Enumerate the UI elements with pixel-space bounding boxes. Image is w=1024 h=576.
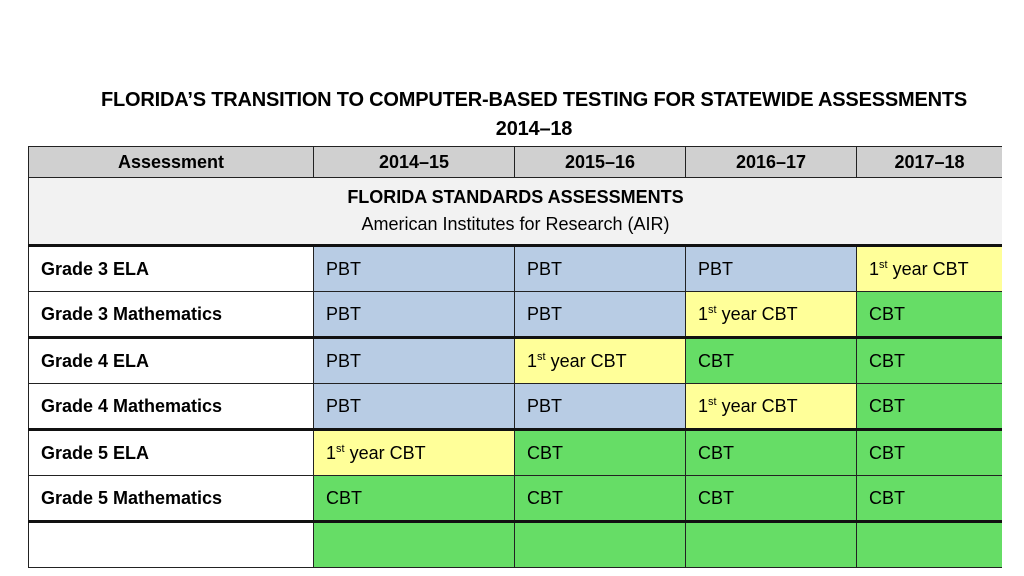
- table-row: [29, 384, 1003, 430]
- header-2015-16: 2015–16: [515, 147, 686, 178]
- status-cell: 1st year CBT: [686, 292, 857, 338]
- assessment-table: [28, 146, 1002, 568]
- partial-cell: [515, 522, 686, 568]
- header-2014-15: 2014–15: [314, 147, 515, 178]
- table-row: [29, 430, 1003, 476]
- status-cell: 1st year CBT: [515, 338, 686, 384]
- status-cell: PBT: [314, 338, 515, 384]
- ordinal-suffix: st: [708, 303, 717, 316]
- ordinal-suffix: st: [537, 350, 546, 363]
- status-cell: CBT: [515, 476, 686, 522]
- status-cell: PBT: [686, 246, 857, 292]
- header-2016-17: 2016–17: [686, 147, 857, 178]
- partial-cell: [857, 522, 1003, 568]
- title-line-1: FLORIDA’S TRANSITION TO COMPUTER-BASED TESTING FOR STATEWIDE ASSESSMENTS: [100, 89, 967, 111]
- row-label: Grade 5 ELA: [29, 430, 314, 476]
- row-label: Grade 3 Mathematics: [29, 292, 314, 338]
- section-cell: [29, 178, 1003, 246]
- partial-cell: [686, 522, 857, 568]
- row-label: Grade 4 Mathematics: [29, 384, 314, 430]
- table-row-partial: [29, 522, 1003, 568]
- section-title: FLORIDA STANDARDS ASSESSMENTS: [347, 187, 684, 207]
- section-row: [29, 178, 1003, 246]
- partial-cell: [29, 522, 314, 568]
- status-cell: CBT: [857, 384, 1003, 430]
- status-cell: CBT: [857, 338, 1003, 384]
- table-row: [29, 476, 1003, 522]
- table-row: [29, 292, 1003, 338]
- status-cell: CBT: [857, 430, 1003, 476]
- status-cell: CBT: [857, 476, 1003, 522]
- status-cell: CBT: [515, 430, 686, 476]
- status-cell: 1st year CBT: [686, 384, 857, 430]
- status-cell: CBT: [686, 430, 857, 476]
- row-label: Grade 5 Mathematics: [29, 476, 314, 522]
- title-line-2: 2014–18: [495, 118, 573, 140]
- header-assessment: Assessment: [29, 147, 314, 178]
- table-row: [29, 338, 1003, 384]
- status-cell: PBT: [515, 384, 686, 430]
- status-cell: CBT: [686, 338, 857, 384]
- table-row: [29, 246, 1003, 292]
- assessment-table-container: [28, 146, 1002, 576]
- row-label: Grade 4 ELA: [29, 338, 314, 384]
- row-label: Grade 3 ELA: [29, 246, 314, 292]
- ordinal-suffix: st: [708, 395, 717, 408]
- ordinal-suffix: st: [336, 442, 345, 455]
- status-cell: PBT: [314, 384, 515, 430]
- header-2017-18: 2017–18: [857, 147, 1003, 178]
- status-cell: CBT: [314, 476, 515, 522]
- status-cell: PBT: [314, 246, 515, 292]
- status-cell: CBT: [686, 476, 857, 522]
- status-cell: 1st year CBT: [857, 246, 1003, 292]
- status-cell: PBT: [515, 292, 686, 338]
- page-title: [28, 86, 1024, 144]
- status-cell: PBT: [515, 246, 686, 292]
- section-subtitle: American Institutes for Research (AIR): [361, 214, 670, 234]
- partial-cell: [314, 522, 515, 568]
- header-row: [29, 147, 1003, 178]
- ordinal-suffix: st: [879, 258, 888, 271]
- status-cell: PBT: [314, 292, 515, 338]
- status-cell: CBT: [857, 292, 1003, 338]
- status-cell: 1st year CBT: [314, 430, 515, 476]
